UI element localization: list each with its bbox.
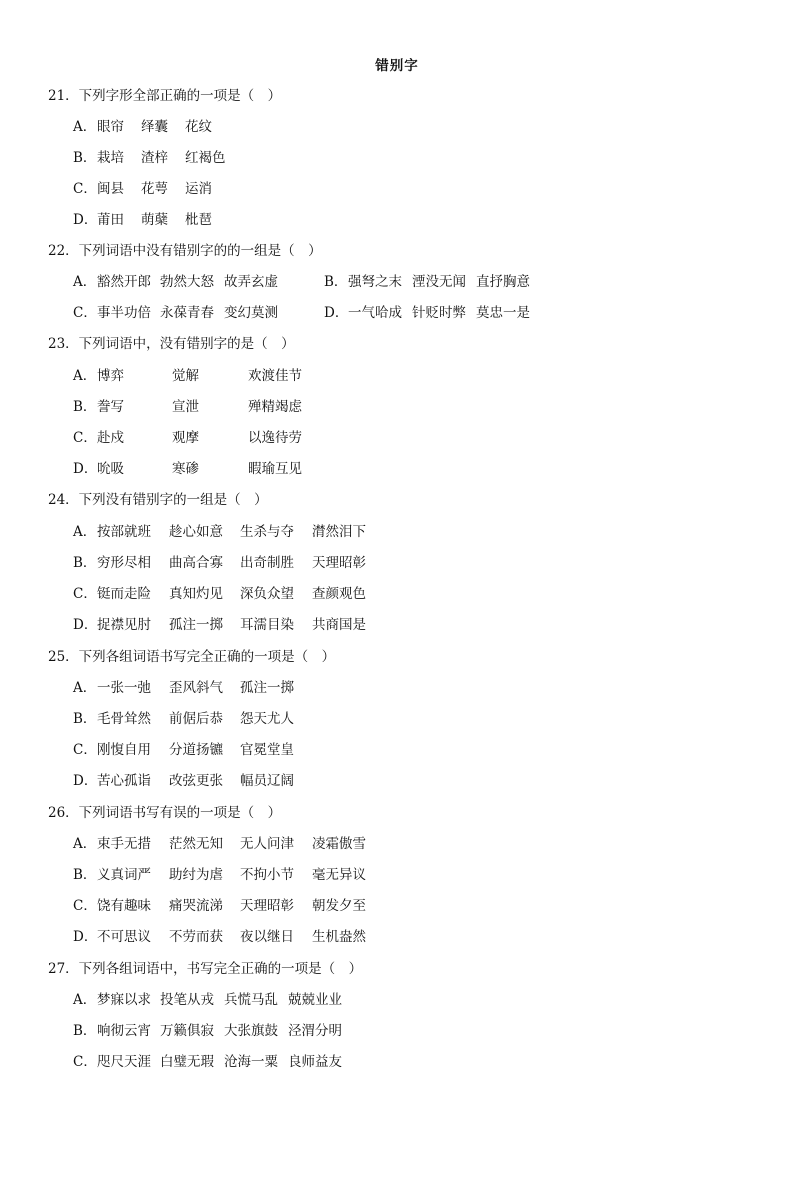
- option-27-c: C． 咫尺天涯 白璧无瑕 沧海一粟 良师益友: [73, 1054, 342, 1070]
- option-21-d: D． 莆田 萌蘖 枇琶: [73, 212, 212, 228]
- option-23-a: A． 博弈 觉解 欢渡佳节: [73, 368, 302, 384]
- option-25-a: A． 一张一弛 歪风斜气 孤注一掷: [73, 680, 294, 696]
- option-26-b: B． 义真词严 助纣为虐 不拘小节 毫无异议: [73, 867, 366, 883]
- option-24-d: D． 捉襟见肘 孤注一掷 耳濡目染 共商国是: [73, 617, 366, 633]
- option-23-b: B． 誊写 宣泄 殚精竭虑: [73, 399, 302, 415]
- option-25-b: B． 毛骨耸然 前倨后恭 怨天尤人: [73, 711, 294, 727]
- page-title: 错别字: [375, 58, 419, 74]
- option-26-c: C． 饶有趣味 痛哭流涕 天理昭彰 朝发夕至: [73, 898, 366, 914]
- question-stem-26: 26．下列词语书写有误的一项是（ ）: [48, 805, 282, 821]
- question-stem-23: 23．下列词语中，没有错别字的是（ ）: [48, 336, 295, 352]
- option-25-c: C． 刚愎自用 分道扬镳 官冕堂皇: [73, 742, 294, 758]
- option-24-b: B． 穷形尽相 曲高合寡 出奇制胜 天理昭彰: [73, 555, 366, 571]
- option-27-a: A． 梦寐以求 投笔从戎 兵慌马乱 兢兢业业: [73, 992, 342, 1008]
- option-21-b: B． 栽培 渣梓 红褐色: [73, 150, 226, 166]
- question-stem-21: 21．下列字形全部正确的一项是（ ）: [48, 88, 282, 104]
- option-22-a: A． 豁然开郎 勃然大怒 故弄玄虚: [73, 274, 278, 290]
- question-stem-27: 27．下列各组词语中，书写完全正确的一项是（ ）: [48, 961, 363, 977]
- option-25-d: D． 苦心孤诣 改弦更张 幅员辽阔: [73, 773, 294, 789]
- option-23-c: C． 赴戍 观摩 以逸待劳: [73, 430, 302, 446]
- option-27-b: B． 响彻云宵 万籁俱寂 大张旗鼓 泾渭分明: [73, 1023, 342, 1039]
- question-stem-25: 25．下列各组词语书写完全正确的一项是（ ）: [48, 649, 336, 665]
- option-22-d: D． 一气哈成 针贬时弊 莫忠一是: [324, 305, 530, 321]
- option-22-b: B． 强弩之末 湮没无闻 直抒胸意: [324, 274, 530, 290]
- option-26-d: D． 不可思议 不劳而获 夜以继日 生机盎然: [73, 929, 366, 945]
- option-21-a: A． 眼帘 绎囊 花纹: [73, 119, 212, 135]
- option-26-a: A． 束手无措 茫然无知 无人问津 凌霜傲雪: [73, 836, 366, 852]
- option-24-c: C． 铤而走险 真知灼见 深负众望 查颜观色: [73, 586, 366, 602]
- option-23-d: D． 吮吸 寒碜 暇瑜互见: [73, 461, 302, 477]
- option-24-a: A． 按部就班 趁心如意 生杀与夺 潸然泪下: [73, 524, 366, 540]
- question-stem-22: 22．下列词语中没有错别字的的一组是（ ）: [48, 243, 322, 259]
- option-22-c: C． 事半功倍 永葆青春 变幻莫测: [73, 305, 278, 321]
- option-21-c: C． 闽县 花萼 运消: [73, 181, 212, 197]
- question-stem-24: 24．下列没有错别字的一组是（ ）: [48, 492, 268, 508]
